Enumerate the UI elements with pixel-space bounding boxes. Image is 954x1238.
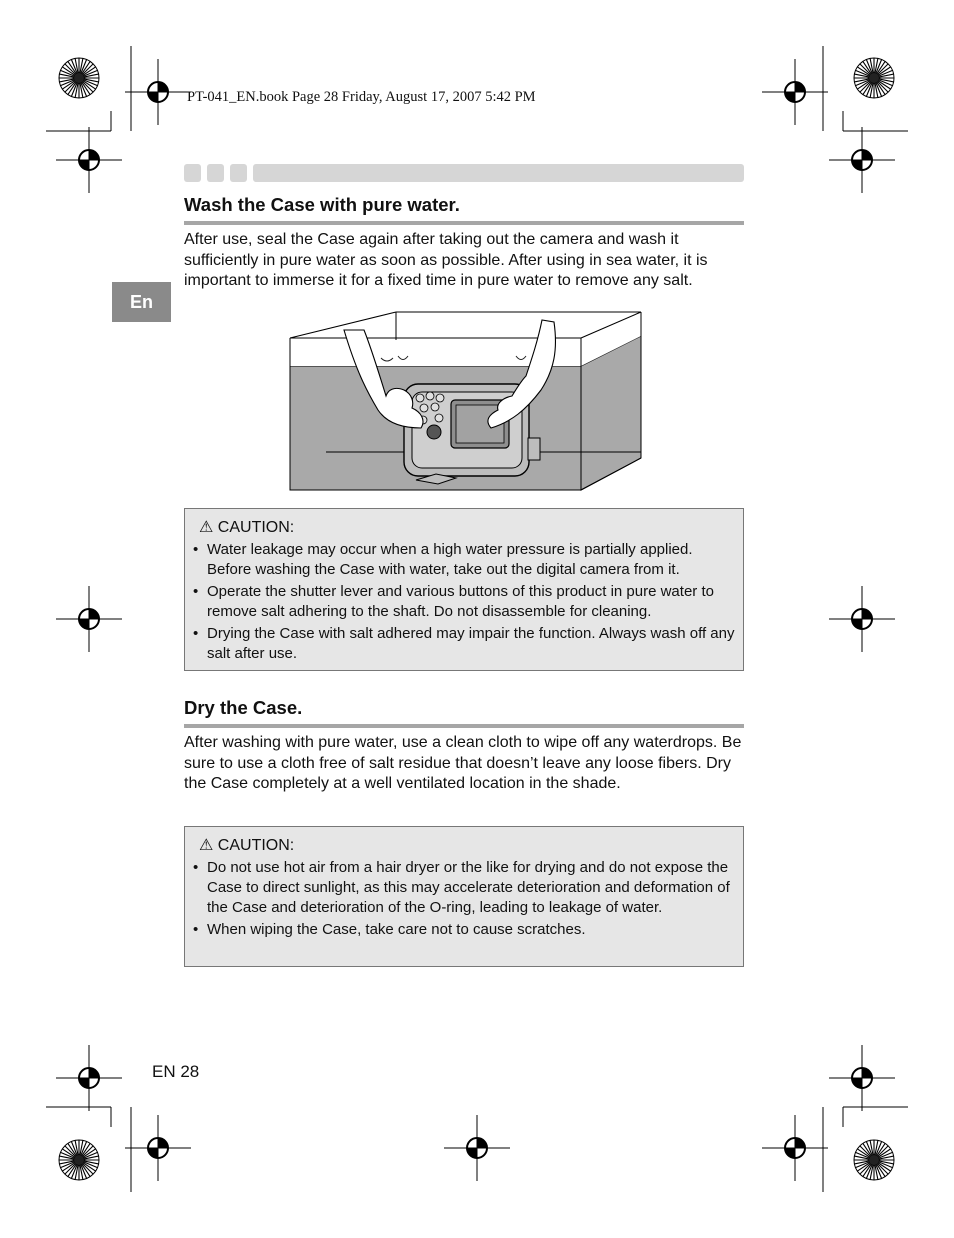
caution-box-dry — [184, 826, 744, 967]
caution-item: • Operate the shutter lever and various buttons of this product in pure water to remove salt adhering to the shaft. Do not disassemble for cleaning. — [193, 583, 714, 620]
caution-item: • Do not use hot air from a hair dryer or the like for drying and do not expose the Case to direct sunlight, as this may accelerate deterioration and deformation of the Case and deterioration of the O-ring, leading to leakage of water. — [193, 859, 730, 916]
registration-mark-icon — [56, 127, 122, 193]
caution-item: • Water leakage may occur when a high water pressure is partially applied. Before washing the Case with water, take out the digital camera from it. — [193, 541, 693, 578]
section-bar-square — [184, 164, 201, 182]
section-bar-square — [207, 164, 224, 182]
dry-instructions: After washing with pure water, use a clean cloth to wipe off any waterdrops. Be sure to use a cloth free of salt residue that doesn’t leave any loose fibers. Dry the Case completely at a well ventilated location in the shade. — [184, 734, 742, 793]
heading-rule — [184, 724, 744, 728]
caution-title: ⚠ CAUTION: — [199, 519, 295, 536]
radial-target-icon — [59, 1140, 99, 1180]
book-header-line: PT-041_EN.book Page 28 Friday, August 17, 2007 5:42 PM — [187, 89, 536, 105]
registration-mark-icon — [762, 1115, 828, 1181]
language-tab: En — [112, 282, 171, 322]
section-bar-square — [230, 164, 247, 182]
heading-rule — [184, 221, 744, 225]
caution-list — [193, 540, 735, 666]
registration-mark-icon — [56, 1045, 122, 1111]
caution-title: ⚠ CAUTION: — [199, 837, 295, 854]
radial-target-icon — [854, 58, 894, 98]
caution-list — [193, 858, 735, 942]
caution-item: • Drying the Case with salt adhered may impair the function. Always wash off any salt after use. — [193, 625, 735, 662]
wash-instructions: After use, seal the Case again after taking out the camera and wash it sufficiently in pure water as soon as possible. After using in sea water, it is important to immerse it for a fixed time in pure water to remove any salt. — [184, 231, 708, 290]
registration-mark-icon — [125, 1115, 191, 1181]
registration-mark-icon — [444, 1115, 510, 1181]
caution-item: • When wiping the Case, take care not to cause scratches. — [193, 921, 586, 938]
registration-mark-icon — [56, 586, 122, 652]
page-number: EN 28 — [152, 1062, 200, 1081]
warning-triangle-icon: ⚠ — [199, 837, 214, 854]
registration-mark-icon — [829, 586, 895, 652]
registration-mark-icon — [125, 59, 191, 125]
radial-target-icon — [59, 58, 99, 98]
registration-mark-icon — [762, 59, 828, 125]
section-heading-wash: Wash the Case with pure water. — [184, 194, 460, 215]
section-bar — [253, 164, 744, 182]
caution-box-wash — [184, 508, 744, 671]
warning-triangle-icon: ⚠ — [199, 519, 214, 536]
section-heading-dry: Dry the Case. — [184, 697, 303, 718]
washing-illustration — [286, 310, 646, 495]
registration-mark-icon — [829, 1045, 895, 1111]
radial-target-icon — [854, 1140, 894, 1180]
registration-mark-icon — [829, 127, 895, 193]
